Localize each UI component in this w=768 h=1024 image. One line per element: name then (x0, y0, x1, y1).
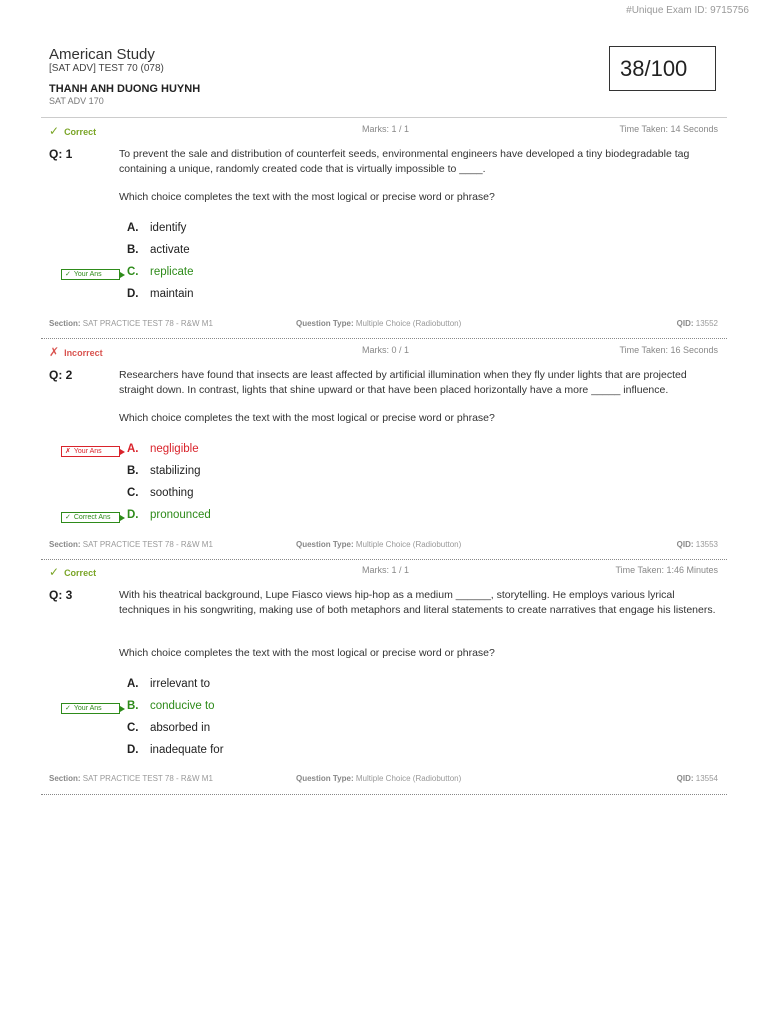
qid-info: QID: 13552 (676, 319, 718, 328)
question-divider (41, 338, 727, 339)
course-level: SAT ADV 170 (49, 96, 104, 106)
question-divider (41, 794, 727, 795)
choice-b: B. activate (127, 244, 190, 256)
correct-answer-tag: ✓ Correct Ans (61, 512, 120, 523)
question-type-info: Question Type: Multiple Choice (Radiobutton) (296, 540, 462, 549)
status-incorrect: ✗ Incorrect (49, 345, 103, 359)
check-icon: ✓ (49, 565, 60, 579)
choice-a: A. identify (127, 222, 187, 234)
qid-info: QID: 13554 (676, 774, 718, 783)
section-info: Section: SAT PRACTICE TEST 78 - R&W M1 (49, 540, 213, 549)
marks: Marks: 0 / 1 (362, 345, 410, 355)
cross-icon: ✗ (65, 448, 71, 455)
choice-c: C. absorbed in (127, 722, 211, 734)
choice-a: A. negligible (127, 443, 199, 455)
check-icon: ✓ (65, 271, 71, 278)
question-card (0, 124, 768, 328)
cross-icon: ✗ (49, 345, 60, 359)
question-prompt: Which choice completes the text with the most logical or precise word or phrase? (119, 647, 495, 659)
question-card (0, 345, 768, 549)
your-answer-tag: ✓ Your Ans (61, 703, 120, 714)
status-correct: ✓ Correct (49, 565, 97, 579)
score-box (609, 46, 716, 91)
choice-b: B. conducive to (127, 700, 215, 712)
section-info: Section: SAT PRACTICE TEST 78 - R&W M1 (49, 319, 213, 328)
question-divider (41, 559, 727, 560)
question-text: Researchers have found that insects are least affected by artificial illumination when they fly under lights that are projected straight down. In contrast, lights that shine upward or that have been placed horizontally have a more _____ influence. (119, 369, 687, 396)
question-type-info: Question Type: Multiple Choice (Radiobutton) (296, 774, 462, 783)
question-number: Q: 2 (49, 368, 73, 382)
question-card (0, 565, 768, 783)
status-correct: ✓ Correct (49, 124, 97, 138)
status-row (0, 124, 768, 138)
choice-d: D. pronounced (127, 509, 211, 521)
time-taken: Time Taken: 1:46 Minutes (615, 565, 718, 575)
question-text: To prevent the sale and distribution of counterfeit seeds, environmental engineers have developed a tiny biodegradable tag containing a unique, randomly created code that is virtually impossible to ____. (119, 148, 690, 175)
marks: Marks: 1 / 1 (362, 124, 410, 134)
time-taken: Time Taken: 14 Seconds (619, 124, 718, 134)
check-icon: ✓ (65, 705, 71, 712)
section-info: Section: SAT PRACTICE TEST 78 - R&W M1 (49, 774, 213, 783)
choice-d: D. maintain (127, 288, 194, 300)
student-name: THANH ANH DUONG HUYNH (49, 83, 201, 95)
choice-b: B. stabilizing (127, 465, 201, 477)
status-row (0, 345, 768, 359)
question-prompt: Which choice completes the text with the most logical or precise word or phrase? (119, 412, 495, 424)
question-text: With his theatrical background, Lupe Fiasco views hip-hop as a medium ______, storytelling. He employs various lyrical techniques in his songwriting, making use of both metaphors and literal statements to create narratives that engage his listeners. (119, 589, 716, 616)
exam-id: #Unique Exam ID: 9715756 (626, 5, 749, 16)
report-header (49, 46, 200, 107)
question-number: Q: 3 (49, 588, 73, 602)
test-name: [SAT ADV] TEST 70 (078) (49, 63, 164, 74)
qid-info: QID: 13553 (676, 540, 718, 549)
your-answer-tag: ✓ Your Ans (61, 269, 120, 280)
choice-a: A. irrelevant to (127, 678, 211, 690)
choice-d: D. inadequate for (127, 744, 224, 756)
question-prompt: Which choice completes the text with the most logical or precise word or phrase? (119, 191, 495, 203)
check-icon: ✓ (49, 124, 60, 138)
marks: Marks: 1 / 1 (362, 565, 410, 575)
header-divider (41, 117, 727, 118)
page-title: American Study (49, 46, 155, 63)
question-type-info: Question Type: Multiple Choice (Radiobutton) (296, 319, 462, 328)
your-answer-tag: ✗ Your Ans (61, 446, 120, 457)
question-number: Q: 1 (49, 147, 73, 161)
choice-c: C. replicate (127, 266, 194, 278)
time-taken: Time Taken: 16 Seconds (619, 345, 718, 355)
score-value: 38/100 (620, 55, 688, 81)
status-row (0, 565, 768, 579)
choice-c: C. soothing (127, 487, 194, 499)
check-icon: ✓ (65, 514, 71, 521)
